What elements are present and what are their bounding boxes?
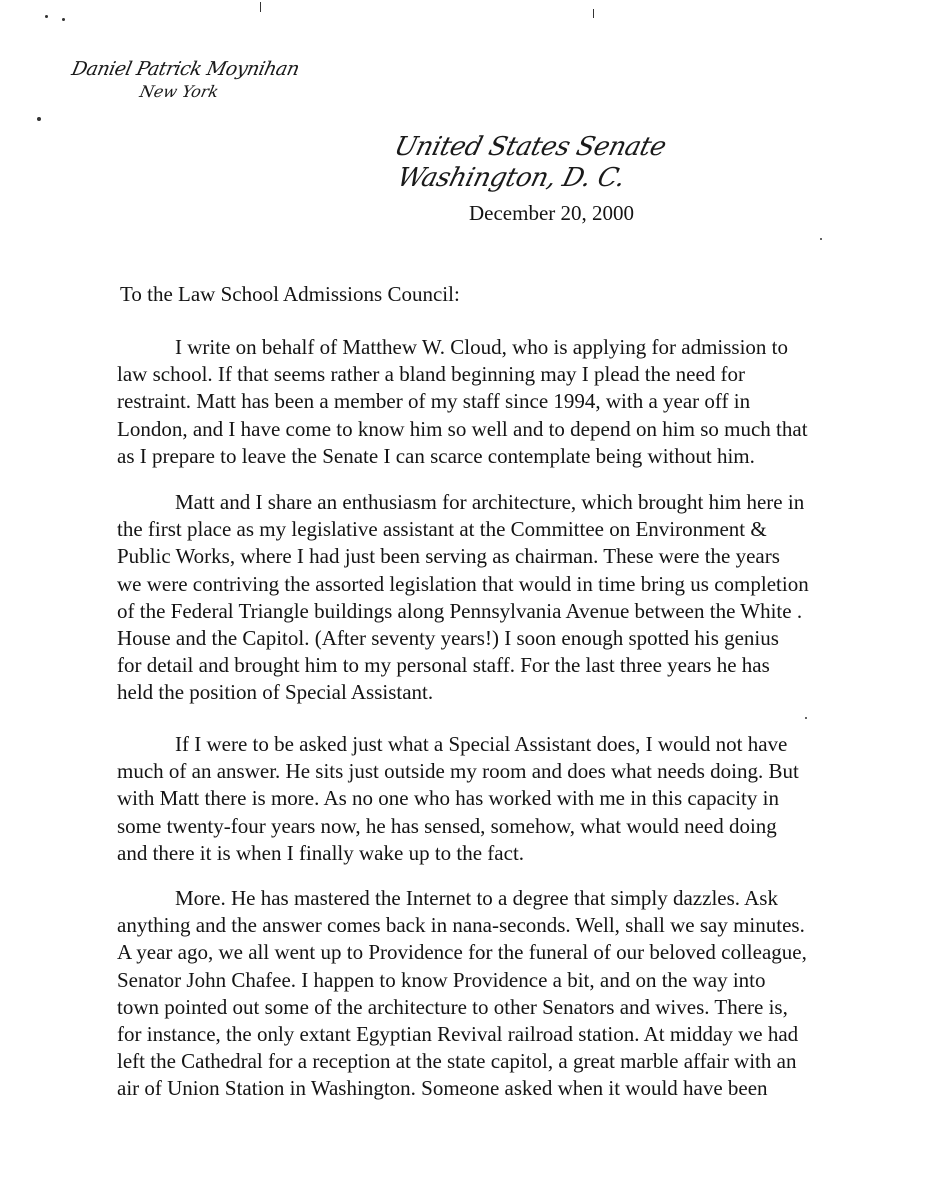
scan-speck [62, 18, 65, 21]
paragraph-line: anything and the answer comes back in nana-seconds. Well, shall we say minutes. [117, 913, 805, 938]
paragraph-line: for detail and brought him to my personal staff. For the last three years he has [117, 653, 770, 678]
paragraph-line: much of an answer. He sits just outside my room and does what needs doing. But [117, 759, 799, 784]
paragraph-line: More. He has mastered the Internet to a degree that simply dazzles. Ask [175, 886, 778, 910]
scan-speck [593, 9, 594, 18]
letterhead-sender-name: Daniel Patrick Moynihan [69, 58, 302, 80]
scan-speck [805, 717, 807, 719]
paragraph-line: restraint. Matt has been a member of my staff since 1994, with a year off in [117, 389, 751, 414]
paragraph-line: A year ago, we all went up to Providence for the funeral of our beloved colleague, [117, 940, 807, 965]
scan-speck [260, 2, 261, 12]
paragraph-line: I write on behalf of Matthew W. Cloud, who is applying for admission to [175, 335, 789, 359]
body-paragraph-3 [117, 731, 877, 867]
paragraph-line: as I prepare to leave the Senate I can scarce contemplate being without him. [117, 443, 755, 468]
letterhead-location: Washington, D. C. [394, 163, 629, 193]
paragraph-line: some twenty-four years now, he has sensed, somehow, what would need doing [117, 813, 777, 838]
paragraph-line: held the position of Special Assistant. [117, 680, 434, 705]
paragraph-line: of the Federal Triangle buildings along Pennsylvania Avenue between the White . [117, 598, 803, 623]
scan-speck [45, 15, 48, 18]
paragraph-line: town pointed out some of the architecture to other Senators and wives. There is, [117, 994, 788, 1019]
paragraph-line: law school. If that seems rather a bland beginning may I plead the need for [117, 362, 746, 387]
paragraph-line: Matt and I share an enthusiasm for architecture, which brought him here in [175, 490, 805, 514]
paragraph-line: and there it is when I finally wake up to the fact. [117, 840, 525, 865]
letterhead-sender-state: New York [137, 82, 221, 101]
letterhead-senate: United States Senate [391, 132, 669, 162]
salutation: To the Law School Admissions Council: [120, 282, 460, 306]
paragraph-line: Public Works, where I had just been serving as chairman. These were the years [117, 544, 780, 569]
body-paragraph-2 [117, 489, 877, 707]
paragraph-line: Senator John Chafee. I happen to know Providence a bit, and on the way into [117, 967, 766, 992]
paragraph-line: air of Union Station in Washington. Someone asked when it would have been [117, 1076, 768, 1101]
body-paragraph-4 [117, 885, 877, 1103]
scan-speck [820, 238, 822, 240]
scan-speck [37, 117, 41, 121]
paragraph-line: we were contriving the assorted legislation that would in time bring us completion [117, 571, 809, 596]
paragraph-line: left the Cathedral for a reception at the state capitol, a great marble affair with an [117, 1049, 797, 1074]
paragraph-line: London, and I have come to know him so well and to depend on him so much that [117, 416, 808, 441]
body-paragraph-1 [117, 334, 877, 470]
paragraph-line: for instance, the only extant Egyptian Revival railroad station. At midday we had [117, 1022, 799, 1047]
paragraph-line: House and the Capitol. (After seventy years!) I soon enough spotted his genius [117, 626, 779, 651]
paragraph-line: If I were to be asked just what a Special Assistant does, I would not have [175, 732, 788, 756]
paragraph-line: with Matt there is more. As no one who has worked with me in this capacity in [117, 786, 779, 811]
paragraph-line: the first place as my legislative assistant at the Committee on Environment & [117, 517, 767, 542]
letter-date: December 20, 2000 [469, 201, 635, 225]
